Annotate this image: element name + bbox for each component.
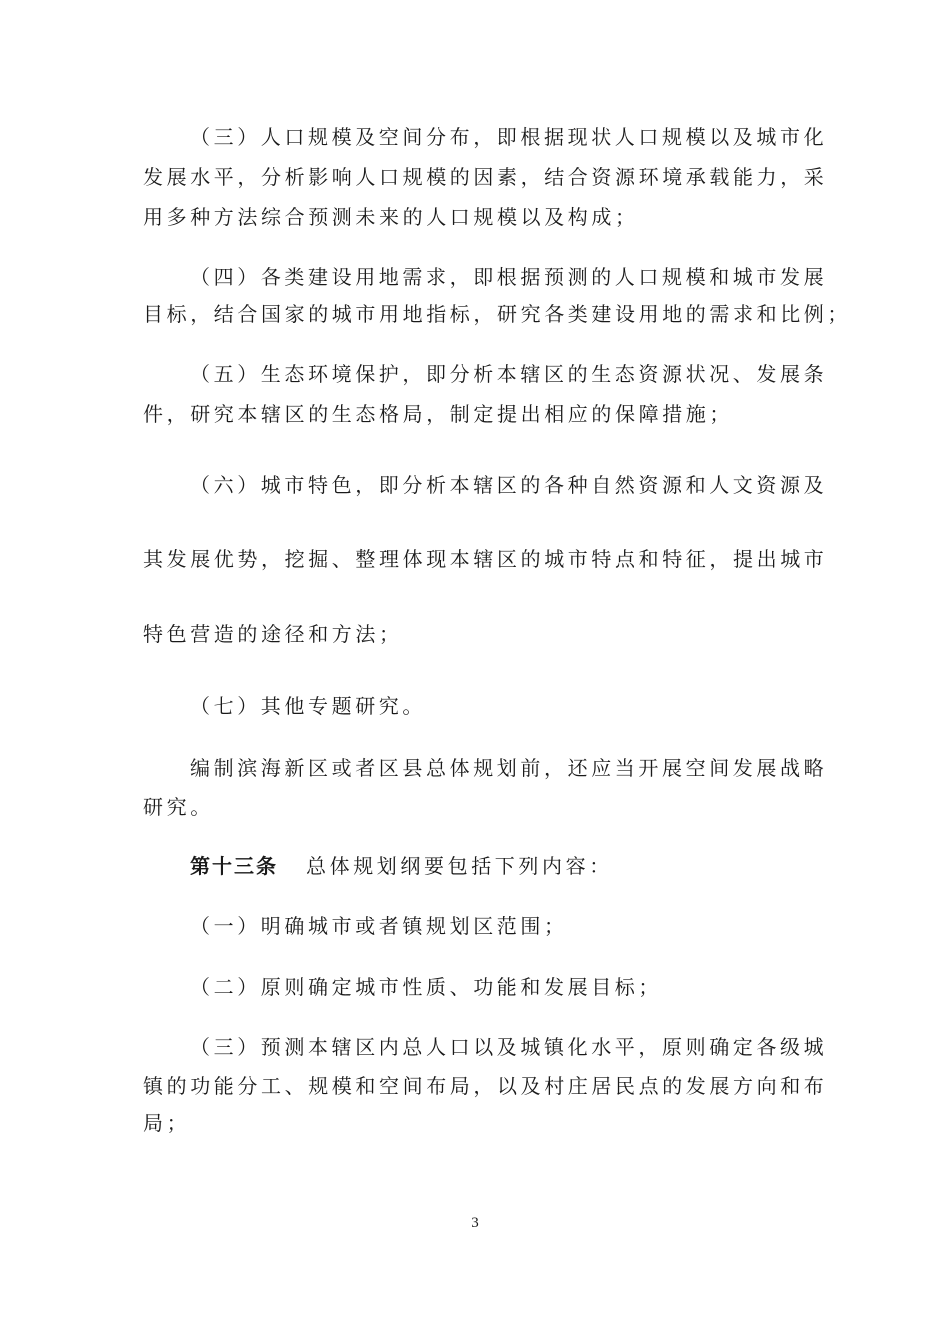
text-line: （六）城市特色，即分析本辖区的各种自然资源和人文资源及 <box>190 473 828 497</box>
list-item: （三）预测本辖区内总人口以及城镇化水平，原则确定各级城 <box>190 1035 828 1059</box>
list-item: （二）原则确定城市性质、功能和发展目标； <box>190 975 662 999</box>
text-line: （七）其他专题研究。 <box>190 694 426 718</box>
list-item: （一）明确城市或者镇规划区范围； <box>190 914 568 938</box>
list-item: 镇的功能分工、规模和空间布局，以及村庄居民点的发展方向和布 <box>143 1074 828 1098</box>
text-line: 件，研究本辖区的生态格局，制定提出相应的保障措施； <box>143 402 733 426</box>
text-line: 特色营造的途径和方法； <box>143 622 403 646</box>
text-line: 发展水平，分析影响人口规模的因素，结合资源环境承载能力，采 <box>143 165 828 189</box>
article-label: 第十三条 <box>190 854 278 878</box>
text-line: 研究。 <box>143 795 214 819</box>
text-line: 其发展优势，挖掘、整理体现本辖区的城市特点和特征，提出城市 <box>143 547 828 571</box>
text-line: （四）各类建设用地需求，即根据预测的人口规模和城市发展 <box>190 265 828 289</box>
article-heading <box>190 855 813 877</box>
article-text: 总体规划纲要包括下列内容： <box>306 854 613 878</box>
text-line: （三）人口规模及空间分布，即根据现状人口规模以及城市化 <box>190 125 828 149</box>
text-line: （五）生态环境保护，即分析本辖区的生态资源状况、发展条 <box>190 362 828 386</box>
list-item: 局； <box>143 1111 191 1135</box>
text-line: 编制滨海新区或者区县总体规划前，还应当开展空间发展战略 <box>190 756 828 780</box>
text-line: 目标，结合国家的城市用地指标，研究各类建设用地的需求和比例； <box>143 302 851 326</box>
text-line: 用多种方法综合预测未来的人口规模以及构成； <box>143 205 639 229</box>
page-number: 3 <box>471 1215 479 1231</box>
